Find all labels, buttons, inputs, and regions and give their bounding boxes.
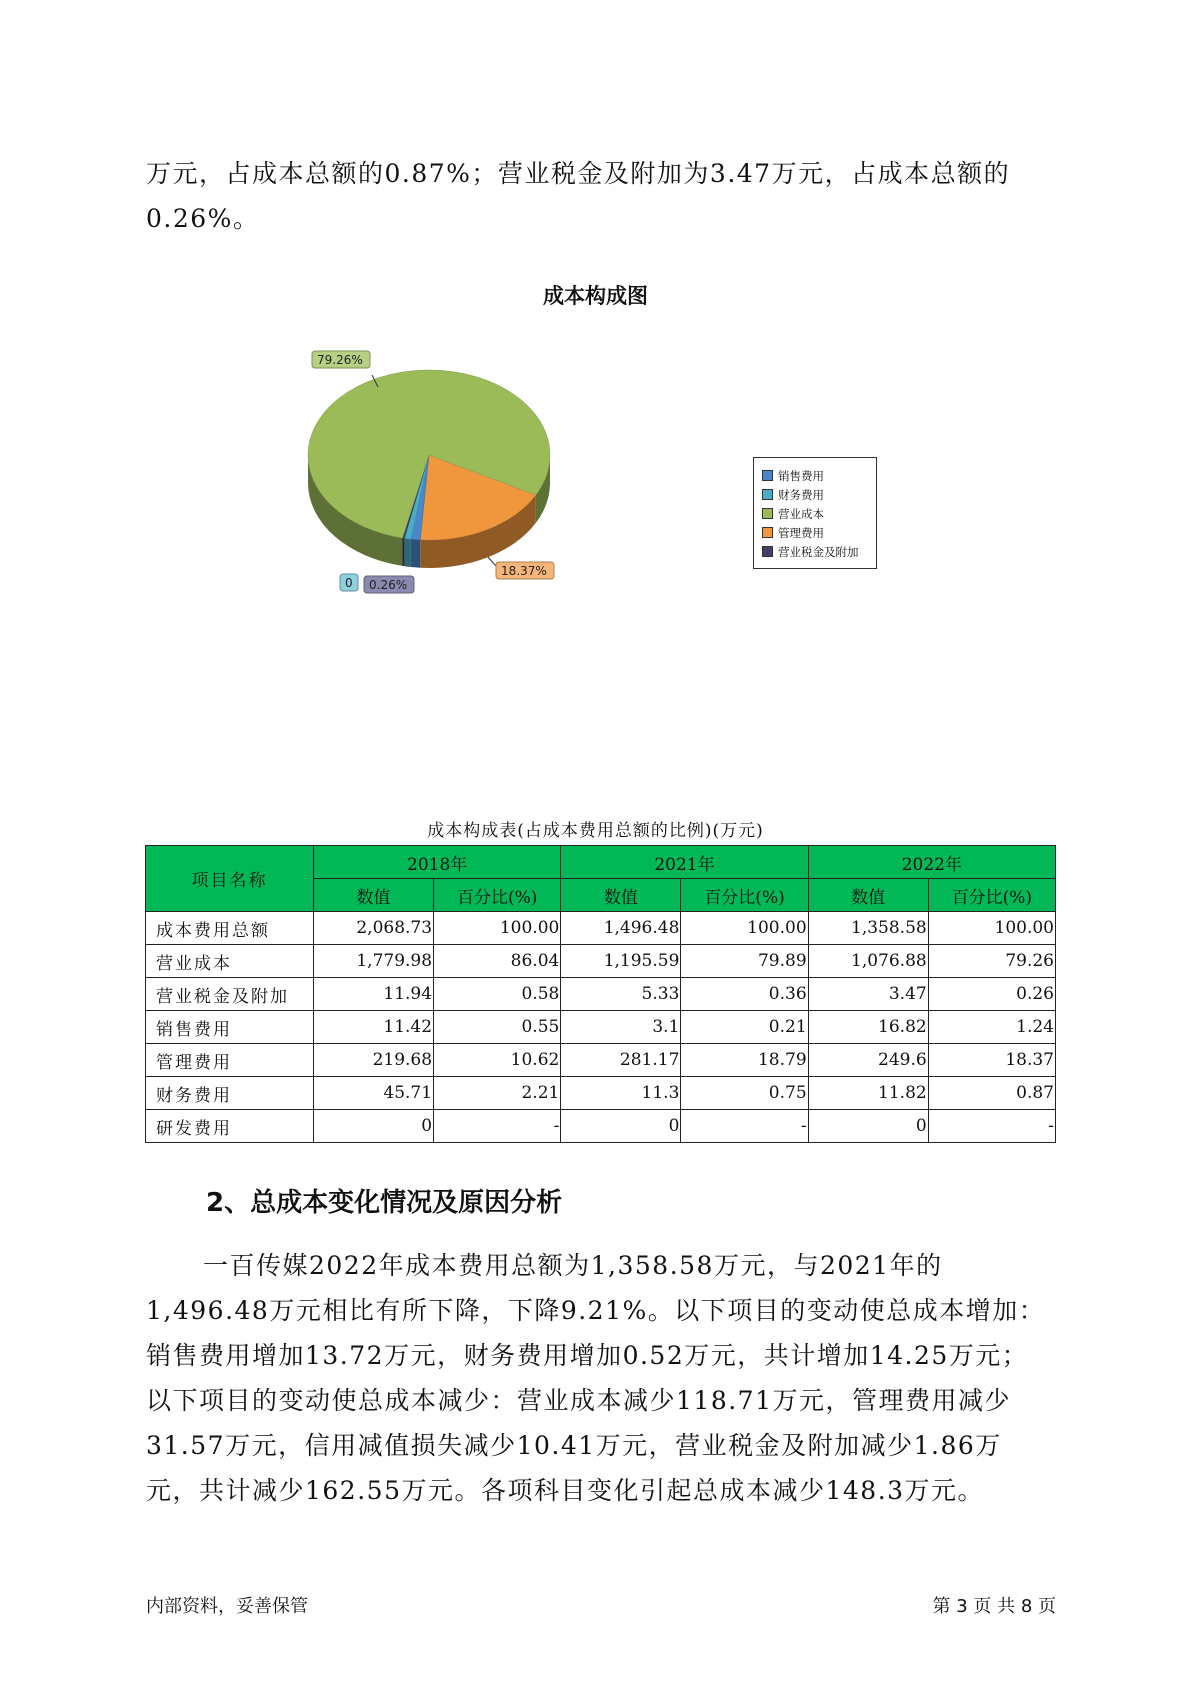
table-cell: 0.55	[434, 1011, 561, 1044]
percent-header: 百分比(%)	[928, 879, 1055, 912]
table-cell: 0.75	[681, 1077, 808, 1110]
section-body: 一百传媒2022年成本费用总额为1,358.58万元，与2021年的1,496.48万元相比有所下降，下降9.21%。以下项目的变动使总成本增加：销售费用增加13.72万元，财务费用增加0.52万元，共计增加14.25万元；以下项目的变动使总成本减少：营业成本减少118.71万元，管理费用减少31.57万元，信用减值损失减少10.41万元，营业税金及附加减少1.86万元，共计减少162.55万元。各项科目变化引起总成本减少148.3万元。	[146, 1251, 1046, 1505]
year-header: 2022年	[808, 846, 1055, 879]
value-header: 数值	[808, 879, 928, 912]
legend-swatch	[762, 546, 773, 557]
table-cell: 18.37	[928, 1044, 1055, 1077]
table-row	[146, 1077, 1056, 1110]
section-heading: 2、总成本变化情况及原因分析	[206, 1188, 563, 1218]
row-label: 营业税金及附加	[146, 978, 314, 1011]
legend-label: 管理费用	[778, 525, 824, 540]
table-cell: 79.26	[928, 945, 1055, 978]
pie-data-label	[364, 576, 414, 593]
footer-note: 内部资料，妥善保管	[146, 1596, 308, 1617]
table-cell: -	[434, 1110, 561, 1143]
pie-data-label	[496, 562, 554, 579]
pie-slice-side	[402, 538, 404, 566]
legend-swatch	[762, 527, 773, 538]
legend-label: 销售费用	[778, 468, 824, 483]
table-cell: 3.1	[561, 1011, 681, 1044]
table-cell: 0	[314, 1110, 434, 1143]
table-caption: 成本构成表(占成本费用总额的比例)(万元)	[427, 821, 764, 841]
chart-title: 成本构成图	[543, 284, 648, 308]
year-header: 2021年	[561, 846, 808, 879]
table-row	[146, 978, 1056, 1011]
table-row	[146, 1044, 1056, 1077]
row-label: 营业成本	[146, 945, 314, 978]
table-cell: 1.24	[928, 1011, 1055, 1044]
item-header: 项目名称	[146, 846, 314, 912]
row-label: 销售费用	[146, 1011, 314, 1044]
year-header: 2018年	[314, 846, 561, 879]
table-cell: 2.21	[434, 1077, 561, 1110]
pie-slice-side	[404, 538, 411, 567]
table-cell: 219.68	[314, 1044, 434, 1077]
legend-label: 财务费用	[778, 487, 824, 502]
row-label: 研发费用	[146, 1110, 314, 1143]
leader-line	[488, 557, 496, 566]
table-cell: 3.47	[808, 978, 928, 1011]
legend-swatch	[762, 489, 773, 500]
table-row	[146, 1110, 1056, 1143]
pie-chart	[280, 330, 580, 600]
table-cell: 1,195.59	[561, 945, 681, 978]
row-label: 管理费用	[146, 1044, 314, 1077]
table-cell: 1,358.58	[808, 912, 928, 945]
page-number: 第 3 页 共 8 页	[932, 1596, 1056, 1617]
svg-text:0: 0	[345, 576, 353, 590]
pie-data-label	[312, 351, 370, 368]
table-cell: 100.00	[681, 912, 808, 945]
table-cell: 5.33	[561, 978, 681, 1011]
row-label: 成本费用总额	[146, 912, 314, 945]
legend-item	[762, 504, 868, 523]
svg-text:0.26%: 0.26%	[369, 578, 408, 592]
table-cell: 2,068.73	[314, 912, 434, 945]
intro-paragraph: 万元，占成本总额的0.87%；营业税金及附加为3.47万元，占成本总额的0.26%。	[146, 159, 1011, 233]
table-cell: 11.42	[314, 1011, 434, 1044]
table-cell: 281.17	[561, 1044, 681, 1077]
table-cell: 0.36	[681, 978, 808, 1011]
svg-text:18.37%: 18.37%	[501, 564, 547, 578]
legend-item	[762, 523, 868, 542]
legend-swatch	[762, 470, 773, 481]
table-cell: -	[928, 1110, 1055, 1143]
table-cell: 0.87	[928, 1077, 1055, 1110]
pie-data-label	[340, 574, 358, 591]
table-cell: 100.00	[928, 912, 1055, 945]
table-cell: 1,496.48	[561, 912, 681, 945]
table-cell: 11.3	[561, 1077, 681, 1110]
table-cell: 79.89	[681, 945, 808, 978]
table-row	[146, 1011, 1056, 1044]
table-cell: 18.79	[681, 1044, 808, 1077]
table-cell: 45.71	[314, 1077, 434, 1110]
value-header: 数值	[314, 879, 434, 912]
table-cell: 1,779.98	[314, 945, 434, 978]
svg-text:79.26%: 79.26%	[317, 353, 363, 367]
table-cell: 16.82	[808, 1011, 928, 1044]
chart-legend	[753, 457, 877, 569]
table-row	[146, 912, 1056, 945]
table-cell: 0.21	[681, 1011, 808, 1044]
table-cell: 0	[808, 1110, 928, 1143]
legend-item	[762, 466, 868, 485]
legend-label: 营业成本	[778, 506, 824, 521]
table-cell: -	[681, 1110, 808, 1143]
table-cell: 100.00	[434, 912, 561, 945]
pie-slice-side	[411, 539, 420, 568]
table-cell: 86.04	[434, 945, 561, 978]
cost-table	[145, 845, 1056, 1143]
legend-swatch	[762, 508, 773, 519]
table-cell: 0.26	[928, 978, 1055, 1011]
table-cell: 10.62	[434, 1044, 561, 1077]
legend-item	[762, 542, 868, 561]
percent-header: 百分比(%)	[434, 879, 561, 912]
table-cell: 11.94	[314, 978, 434, 1011]
table-cell: 0	[561, 1110, 681, 1143]
row-label: 财务费用	[146, 1077, 314, 1110]
value-header: 数值	[561, 879, 681, 912]
legend-label: 营业税金及附加	[778, 544, 859, 559]
table-cell: 1,076.88	[808, 945, 928, 978]
table-cell: 11.82	[808, 1077, 928, 1110]
table-row	[146, 945, 1056, 978]
table-cell: 0.58	[434, 978, 561, 1011]
table-cell: 249.6	[808, 1044, 928, 1077]
legend-item	[762, 485, 868, 504]
percent-header: 百分比(%)	[681, 879, 808, 912]
